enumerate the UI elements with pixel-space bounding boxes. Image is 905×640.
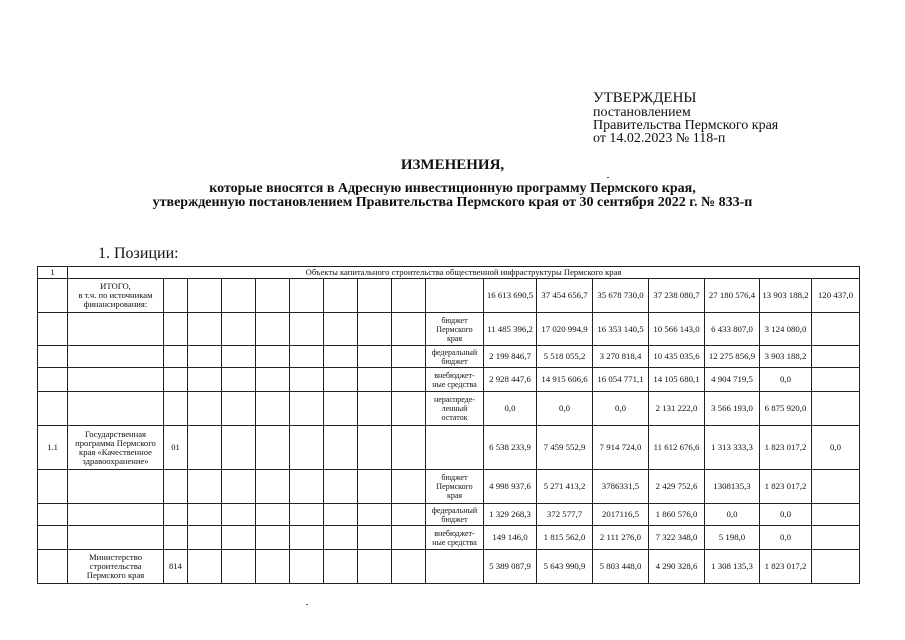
empty-cell <box>392 470 426 504</box>
empty-cell <box>324 313 358 346</box>
speck-mark <box>306 604 308 605</box>
amount-cell: 3 566 193,0 <box>705 392 760 426</box>
empty-cell <box>256 313 290 346</box>
row-name <box>68 504 164 526</box>
row-name <box>68 392 164 426</box>
amount-cell: 0,0 <box>760 526 812 550</box>
amount-cell: 3786331,5 <box>593 470 649 504</box>
approval-heading: УТВЕРЖДЕНЫ <box>593 90 697 106</box>
investment-table <box>37 266 860 584</box>
empty-cell <box>358 426 392 470</box>
empty-cell <box>290 470 324 504</box>
row-name <box>68 313 164 346</box>
empty-cell <box>256 504 290 526</box>
amount-cell: 7 914 724,0 <box>593 426 649 470</box>
row-name <box>68 346 164 368</box>
empty-cell <box>392 313 426 346</box>
amount-cell: 2 111 276,0 <box>593 526 649 550</box>
amount-cell: 11 485 396,2 <box>484 313 537 346</box>
empty-cell <box>188 313 222 346</box>
empty-cell <box>324 392 358 426</box>
empty-cell <box>358 313 392 346</box>
amount-cell: 0,0 <box>760 368 812 392</box>
empty-cell <box>290 504 324 526</box>
section-row <box>38 267 860 279</box>
empty-cell <box>358 526 392 550</box>
empty-cell <box>324 470 358 504</box>
table-row <box>38 526 860 550</box>
amount-cell: 13 903 188,2 <box>760 279 812 313</box>
row-name: Министерство строительства Пермского края <box>68 550 164 584</box>
extra-amount <box>812 368 860 392</box>
extra-amount <box>812 346 860 368</box>
row-name <box>68 470 164 504</box>
empty-cell <box>222 392 256 426</box>
empty-cell <box>324 279 358 313</box>
approval-line-3: Правительства Пермского края <box>593 118 779 133</box>
extra-amount <box>812 550 860 584</box>
amount-cell: 6 538 233,9 <box>484 426 537 470</box>
empty-cell <box>188 279 222 313</box>
funding-source: федеральный бюджет <box>426 504 484 526</box>
empty-cell <box>188 392 222 426</box>
empty-cell <box>188 504 222 526</box>
row-number <box>38 526 68 550</box>
empty-cell <box>222 550 256 584</box>
empty-cell <box>290 526 324 550</box>
section-number: 1 <box>38 267 68 279</box>
extra-amount <box>812 313 860 346</box>
row-code <box>164 313 188 346</box>
empty-cell <box>392 426 426 470</box>
empty-cell <box>222 279 256 313</box>
empty-cell <box>256 368 290 392</box>
amount-cell: 5 389 087,9 <box>484 550 537 584</box>
funding-source <box>426 426 484 470</box>
empty-cell <box>290 550 324 584</box>
row-code <box>164 392 188 426</box>
row-code <box>164 368 188 392</box>
amount-cell: 2 928 447,6 <box>484 368 537 392</box>
row-number <box>38 368 68 392</box>
empty-cell <box>256 426 290 470</box>
amount-cell: 372 577,7 <box>537 504 593 526</box>
empty-cell <box>188 346 222 368</box>
amount-cell: 4 998 937,6 <box>484 470 537 504</box>
extra-amount: 120 437,0 <box>812 279 860 313</box>
document-subtitle <box>0 182 905 210</box>
empty-cell <box>392 368 426 392</box>
amount-cell: 6 875 920,0 <box>760 392 812 426</box>
funding-source: бюджет Пермского края <box>426 470 484 504</box>
amount-cell: 1 823 017,2 <box>760 426 812 470</box>
empty-cell <box>256 279 290 313</box>
empty-cell <box>392 504 426 526</box>
table-row <box>38 392 860 426</box>
approval-stamp <box>593 91 893 145</box>
amount-cell: 14 915 606,6 <box>537 368 593 392</box>
row-name <box>68 368 164 392</box>
funding-source: внебюджет- ные средства <box>426 526 484 550</box>
empty-cell <box>358 392 392 426</box>
row-number <box>38 279 68 313</box>
amount-cell: 4 904 719,5 <box>705 368 760 392</box>
empty-cell <box>358 504 392 526</box>
empty-cell <box>222 313 256 346</box>
section-title: Объекты капитального строительства общественной инфраструктуры Пермского края <box>68 267 860 279</box>
table-row <box>38 470 860 504</box>
amount-cell: 37 454 656,7 <box>537 279 593 313</box>
amount-cell: 3 903 188,2 <box>760 346 812 368</box>
amount-cell: 4 290 328,6 <box>649 550 705 584</box>
empty-cell <box>256 526 290 550</box>
empty-cell <box>222 368 256 392</box>
funding-source: бюджет Пермского края <box>426 313 484 346</box>
empty-cell <box>222 526 256 550</box>
row-number <box>38 504 68 526</box>
amount-cell: 16 353 140,5 <box>593 313 649 346</box>
amount-cell: 5 271 413,2 <box>537 470 593 504</box>
row-name: Государственная программа Пермского края «Качественное здравоохранение» <box>68 426 164 470</box>
extra-amount <box>812 526 860 550</box>
document-title: ИЗМЕНЕНИЯ, <box>400 157 505 173</box>
extra-amount <box>812 392 860 426</box>
amount-cell: 12 275 856,9 <box>705 346 760 368</box>
empty-cell <box>188 550 222 584</box>
row-code <box>164 279 188 313</box>
amount-cell: 27 180 576,4 <box>705 279 760 313</box>
extra-amount <box>812 470 860 504</box>
subtitle-line-1: которые вносятся в Адресную инвестиционную программу Пермского края, <box>209 181 696 196</box>
amount-cell: 3 270 818,4 <box>593 346 649 368</box>
amount-cell: 2 131 222,0 <box>649 392 705 426</box>
table-row <box>38 504 860 526</box>
empty-cell <box>222 504 256 526</box>
amount-cell: 0,0 <box>705 504 760 526</box>
amount-cell: 0,0 <box>593 392 649 426</box>
amount-cell: 35 678 730,0 <box>593 279 649 313</box>
empty-cell <box>358 470 392 504</box>
row-number <box>38 550 68 584</box>
empty-cell <box>324 426 358 470</box>
row-code <box>164 470 188 504</box>
amount-cell: 11 612 676,6 <box>649 426 705 470</box>
empty-cell <box>222 346 256 368</box>
approval-line-4: от 14.02.2023 № 118-п <box>593 131 726 146</box>
empty-cell <box>392 392 426 426</box>
empty-cell <box>256 470 290 504</box>
empty-cell <box>358 346 392 368</box>
empty-cell <box>392 346 426 368</box>
amount-cell: 5 643 990,9 <box>537 550 593 584</box>
empty-cell <box>290 346 324 368</box>
speck-mark <box>607 177 609 178</box>
empty-cell <box>324 346 358 368</box>
row-code <box>164 346 188 368</box>
row-number <box>38 313 68 346</box>
funding-source: внебюджет- ные средства <box>426 368 484 392</box>
amount-cell: 5 803 448,0 <box>593 550 649 584</box>
row-number: 1.1 <box>38 426 68 470</box>
empty-cell <box>290 313 324 346</box>
amount-cell: 6 433 807,0 <box>705 313 760 346</box>
amount-cell: 10 435 035,6 <box>649 346 705 368</box>
amount-cell: 10 566 143,0 <box>649 313 705 346</box>
table-row <box>38 346 860 368</box>
amount-cell: 2 429 752,6 <box>649 470 705 504</box>
funding-source: нераспреде- ленный остаток <box>426 392 484 426</box>
amount-cell: 0,0 <box>537 392 593 426</box>
table-row <box>38 368 860 392</box>
amount-cell: 1 308 135,3 <box>705 550 760 584</box>
empty-cell <box>256 392 290 426</box>
row-number <box>38 392 68 426</box>
section-heading: 1. Позиции: <box>98 245 179 262</box>
empty-cell <box>392 279 426 313</box>
row-name: ИТОГО, в т.ч. по источникам финансирования: <box>68 279 164 313</box>
empty-cell <box>392 526 426 550</box>
empty-cell <box>392 550 426 584</box>
amount-cell: 149 146,0 <box>484 526 537 550</box>
amount-cell: 0,0 <box>484 392 537 426</box>
amount-cell: 16 613 690,5 <box>484 279 537 313</box>
subtitle-line-2: утвержденную постановлением Правительства Пермского края от 30 сентября 2022 г. № 833-п <box>152 195 753 210</box>
empty-cell <box>324 550 358 584</box>
amount-cell: 1 815 562,0 <box>537 526 593 550</box>
amount-cell: 1 823 017,2 <box>760 550 812 584</box>
empty-cell <box>358 279 392 313</box>
amount-cell: 2 199 846,7 <box>484 346 537 368</box>
empty-cell <box>222 470 256 504</box>
amount-cell: 1 860 576,0 <box>649 504 705 526</box>
extra-amount <box>812 504 860 526</box>
amount-cell: 2017116,5 <box>593 504 649 526</box>
row-code <box>164 504 188 526</box>
amount-cell: 5 198,0 <box>705 526 760 550</box>
row-code: 814 <box>164 550 188 584</box>
amount-cell: 17 020 994,9 <box>537 313 593 346</box>
empty-cell <box>188 526 222 550</box>
empty-cell <box>188 368 222 392</box>
amount-cell: 7 459 552,9 <box>537 426 593 470</box>
amount-cell: 7 322 348,0 <box>649 526 705 550</box>
empty-cell <box>256 346 290 368</box>
row-code: 01 <box>164 426 188 470</box>
row-name <box>68 526 164 550</box>
amount-cell: 1 329 268,3 <box>484 504 537 526</box>
table-row <box>38 279 860 313</box>
funding-source <box>426 550 484 584</box>
amount-cell: 14 105 680,1 <box>649 368 705 392</box>
empty-cell <box>290 426 324 470</box>
amount-cell: 1 823 017,2 <box>760 470 812 504</box>
amount-cell: 5 518 055,2 <box>537 346 593 368</box>
empty-cell <box>324 526 358 550</box>
row-number <box>38 470 68 504</box>
extra-amount: 0,0 <box>812 426 860 470</box>
funding-source: федеральный бюджет <box>426 346 484 368</box>
row-code <box>164 526 188 550</box>
approval-line-2: постановлением <box>593 105 691 120</box>
empty-cell <box>290 392 324 426</box>
amount-cell: 1 313 333,3 <box>705 426 760 470</box>
empty-cell <box>324 368 358 392</box>
empty-cell <box>222 426 256 470</box>
empty-cell <box>290 279 324 313</box>
amount-cell: 0,0 <box>760 504 812 526</box>
table-row <box>38 550 860 584</box>
amount-cell: 16 054 771,1 <box>593 368 649 392</box>
table-row <box>38 426 860 470</box>
amount-cell: 37 238 080,7 <box>649 279 705 313</box>
empty-cell <box>188 426 222 470</box>
table-row <box>38 313 860 346</box>
funding-source <box>426 279 484 313</box>
amount-cell: 3 124 080,0 <box>760 313 812 346</box>
empty-cell <box>358 550 392 584</box>
amount-cell: 1308135,3 <box>705 470 760 504</box>
empty-cell <box>256 550 290 584</box>
empty-cell <box>188 470 222 504</box>
empty-cell <box>358 368 392 392</box>
empty-cell <box>324 504 358 526</box>
empty-cell <box>290 368 324 392</box>
row-number <box>38 346 68 368</box>
